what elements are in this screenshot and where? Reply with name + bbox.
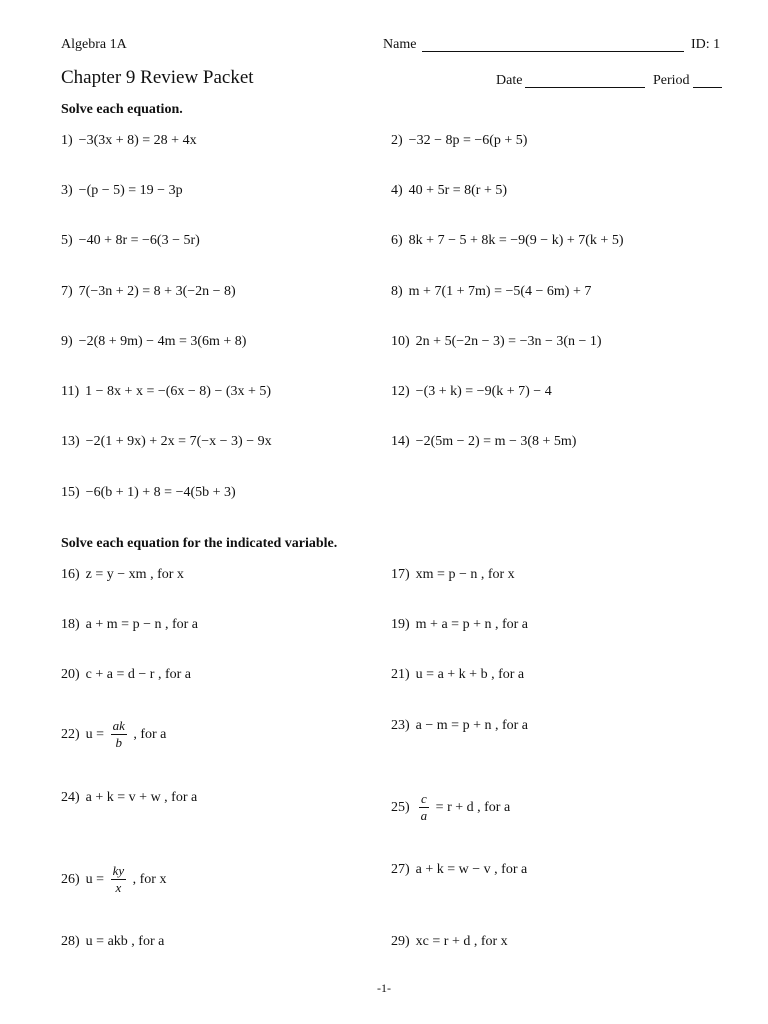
course-name: Algebra 1A bbox=[61, 37, 127, 52]
problem-number: 22) bbox=[61, 726, 80, 742]
problem-equation: a + m = p − n , for a bbox=[85, 617, 198, 632]
problem-equation: −32 − 8p = −6(p + 5) bbox=[408, 133, 528, 148]
problem-25 bbox=[391, 791, 510, 824]
problem-number: 15) bbox=[61, 485, 80, 500]
problem-number: 6) bbox=[391, 233, 403, 248]
date-label: Date bbox=[496, 73, 523, 88]
section-heading-solve: Solve each equation. bbox=[61, 102, 183, 117]
denominator: a bbox=[420, 808, 428, 823]
problem-number: 23) bbox=[391, 718, 410, 733]
problem-number: 14) bbox=[391, 434, 410, 449]
problem-5 bbox=[61, 233, 200, 249]
problem-equation: 40 + 5r = 8(r + 5) bbox=[408, 183, 508, 198]
period-blank[interactable] bbox=[693, 87, 722, 88]
fraction bbox=[419, 791, 430, 824]
problem-number: 24) bbox=[61, 790, 80, 805]
problem-number: 17) bbox=[391, 567, 410, 582]
period-label: Period bbox=[653, 73, 690, 88]
problem-number: 1) bbox=[61, 133, 73, 148]
problem-number: 7) bbox=[61, 284, 73, 299]
problem-number: 28) bbox=[61, 934, 80, 949]
problem-equation: −2(1 + 9x) + 2x = 7(−x − 3) − 9x bbox=[85, 434, 272, 449]
problem-11 bbox=[61, 384, 271, 400]
date-blank[interactable] bbox=[525, 87, 645, 88]
equation-prefix: u = bbox=[85, 726, 108, 742]
problem-equation: z = y − xm , for x bbox=[85, 567, 184, 582]
problem-equation: 1 − 8x + x = −(6x − 8) − (3x + 5) bbox=[85, 384, 272, 399]
problem-number: 21) bbox=[391, 667, 410, 682]
problem-15 bbox=[61, 485, 236, 501]
problem-number: 19) bbox=[391, 617, 410, 632]
problem-23 bbox=[391, 718, 528, 734]
problem-equation: xm = p − n , for x bbox=[415, 567, 515, 582]
problem-18 bbox=[61, 617, 198, 633]
problem-10 bbox=[391, 334, 602, 350]
problem-equation: −3(3x + 8) = 28 + 4x bbox=[78, 133, 197, 148]
problem-27 bbox=[391, 862, 527, 878]
problem-number: 26) bbox=[61, 871, 80, 887]
problem-equation: a + k = w − v , for a bbox=[415, 862, 528, 877]
problem-number: 2) bbox=[391, 133, 403, 148]
problem-13 bbox=[61, 434, 272, 450]
id-label: ID: 1 bbox=[691, 37, 721, 52]
numerator: ky bbox=[112, 863, 125, 878]
equation-suffix: , for x bbox=[129, 871, 167, 887]
problem-2 bbox=[391, 133, 527, 149]
problem-equation: −(3 + k) = −9(k + 7) − 4 bbox=[415, 384, 552, 399]
problem-equation: −2(5m − 2) = m − 3(8 + 5m) bbox=[415, 434, 577, 449]
problem-equation: 7(−3n + 2) = 8 + 3(−2n − 8) bbox=[78, 284, 236, 299]
problem-equation: a − m = p + n , for a bbox=[415, 718, 528, 733]
problem-equation: −6(b + 1) + 8 = −4(5b + 3) bbox=[85, 485, 236, 500]
problem-number: 29) bbox=[391, 934, 410, 949]
problem-number: 10) bbox=[391, 334, 410, 349]
name-label: Name bbox=[383, 37, 417, 52]
problem-26 bbox=[61, 863, 166, 896]
numerator: ak bbox=[112, 718, 125, 733]
problem-number: 18) bbox=[61, 617, 80, 632]
problem-equation: c + a = d − r , for a bbox=[85, 667, 191, 682]
problem-equation: u = a + k + b , for a bbox=[415, 667, 525, 682]
problem-equation: 2n + 5(−2n − 3) = −3n − 3(n − 1) bbox=[415, 334, 602, 349]
section-heading-literal: Solve each equation for the indicated variable. bbox=[61, 536, 338, 551]
problem-number: 3) bbox=[61, 183, 73, 198]
name-blank[interactable] bbox=[422, 51, 684, 52]
problem-number: 25) bbox=[391, 799, 410, 815]
problem-number: 20) bbox=[61, 667, 80, 682]
problem-number: 13) bbox=[61, 434, 80, 449]
problem-equation: −40 + 8r = −6(3 − 5r) bbox=[78, 233, 200, 248]
problem-4 bbox=[391, 183, 507, 199]
problem-equation: −(p − 5) = 19 − 3p bbox=[78, 183, 183, 198]
problem-6 bbox=[391, 233, 623, 249]
problem-28 bbox=[61, 934, 164, 950]
problem-number: 27) bbox=[391, 862, 410, 877]
problem-12 bbox=[391, 384, 552, 400]
problem-9 bbox=[61, 334, 246, 350]
problem-29 bbox=[391, 934, 508, 950]
problem-14 bbox=[391, 434, 576, 450]
problem-equation: m + a = p + n , for a bbox=[415, 617, 528, 632]
problem-number: 11) bbox=[61, 384, 80, 399]
equation-suffix: , for a bbox=[129, 726, 167, 742]
problem-equation: a + k = v + w , for a bbox=[85, 790, 198, 805]
fraction bbox=[111, 718, 127, 751]
problem-equation: u = akb , for a bbox=[85, 934, 165, 949]
problem-17 bbox=[391, 567, 515, 583]
packet-title: Chapter 9 Review Packet bbox=[61, 67, 254, 88]
problem-24 bbox=[61, 790, 197, 806]
problem-7 bbox=[61, 284, 236, 300]
page-number: -1- bbox=[377, 981, 391, 995]
problem-16 bbox=[61, 567, 184, 583]
problem-21 bbox=[391, 667, 524, 683]
problem-3 bbox=[61, 183, 183, 199]
problem-equation: −2(8 + 9m) − 4m = 3(6m + 8) bbox=[78, 334, 247, 349]
problem-equation: 8k + 7 − 5 + 8k = −9(9 − k) + 7(k + 5) bbox=[408, 233, 624, 248]
problem-number: 16) bbox=[61, 567, 80, 582]
denominator: x bbox=[115, 880, 122, 895]
equation-suffix: = r + d , for a bbox=[432, 799, 511, 815]
problem-number: 8) bbox=[391, 284, 403, 299]
problem-8 bbox=[391, 284, 591, 300]
denominator: b bbox=[115, 735, 122, 750]
problem-19 bbox=[391, 617, 528, 633]
problem-1 bbox=[61, 133, 197, 149]
numerator: c bbox=[421, 791, 427, 806]
problem-20 bbox=[61, 667, 191, 683]
problem-equation: m + 7(1 + 7m) = −5(4 − 6m) + 7 bbox=[408, 284, 592, 299]
problem-number: 9) bbox=[61, 334, 73, 349]
problem-number: 12) bbox=[391, 384, 410, 399]
problem-equation: xc = r + d , for x bbox=[415, 934, 508, 949]
fraction bbox=[111, 863, 127, 896]
problem-number: 5) bbox=[61, 233, 73, 248]
problem-number: 4) bbox=[391, 183, 403, 198]
equation-prefix: u = bbox=[85, 871, 108, 887]
problem-22 bbox=[61, 718, 166, 751]
